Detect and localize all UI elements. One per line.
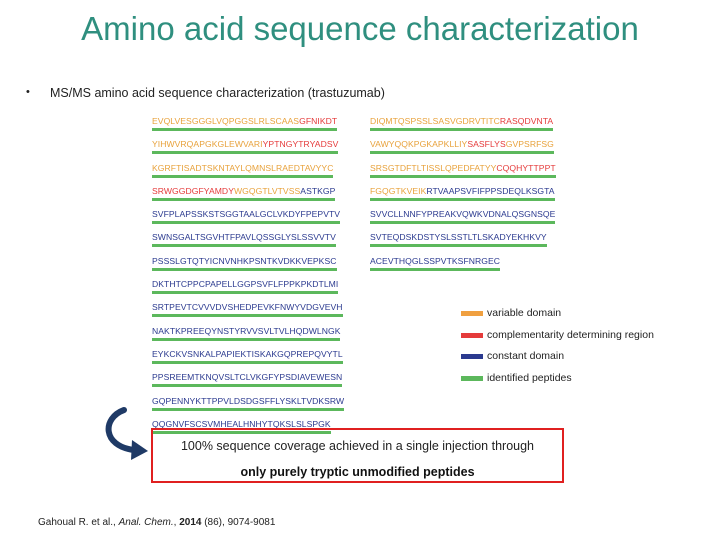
sequence-line [370,207,566,230]
legend-label: variable domain [487,307,562,319]
light-chain-sequence [370,114,566,277]
legend-swatch [461,311,483,316]
sequence-segment: SVTEQDSKDSTYSLSSTLTLSKADYEKHKVY [370,232,547,243]
sequence-segment: RASQDVNTA [499,116,554,126]
sequence-text [152,186,335,196]
sequence-segment: VAWYQQKPGKAPKLLIY [370,139,468,150]
sequence-segment: YIHWVRQAPGKGLEWVARI [152,139,263,150]
sequence-line [152,300,352,323]
bullet-text: MS/MS amino acid sequence characterization (trastuzumab) [50,86,385,100]
sequence-segment: ACEVTHQGLSSPVTKSFNRGEC [370,255,501,266]
identified-peptide-underline [152,268,337,271]
sequence-text [152,139,338,149]
sequence-line [152,184,352,207]
sequence-line [152,277,352,300]
identified-peptide-underline [152,338,340,341]
sequence-segment: SRWGGDGFYAMDY [152,185,234,196]
sequence-line [152,254,352,277]
legend-swatch [461,354,483,359]
identified-peptide-underline [370,175,556,178]
citation-authors: Gahoual R. et al., [38,517,119,528]
sequence-line [152,394,352,417]
sequence-segment: PPSREEMTKNQVSLTCLVKGFYPSDIAVEWESN [152,372,343,383]
heavy-chain-sequence [152,114,352,440]
sequence-line [152,324,352,347]
sequence-segment: SRSGTDFTLTISSLQPEDFATYY [370,162,497,173]
sequence-line [152,137,352,160]
sequence-text [370,256,500,266]
sequence-text [152,396,344,406]
sequence-segment: GQPENNYKTTPPVLDSDGSFFLYSKLTVDKSRW [152,395,345,406]
sequence-text [152,163,333,173]
citation-year: 2014 [179,517,202,528]
sequence-segment: PSSSLGTQTYICNVNHKPSNTKVDKKVEPKSC [152,255,337,266]
identified-peptide-underline [370,151,554,154]
sequence-text [152,256,337,266]
sequence-line [152,230,352,253]
citation-journal: Anal. Chem. [118,517,174,528]
sequence-line [370,184,566,207]
sequence-segment: SVFPLAPSSKSTSGGTAALGCLVKDYFPEPVTV [152,209,341,220]
identified-peptide-underline [370,128,553,131]
sequence-text [370,209,555,219]
identified-peptide-underline [370,198,555,201]
identified-peptide-underline [370,268,500,271]
identified-peptide-underline [370,244,547,247]
identified-peptide-underline [370,221,555,224]
sequence-segment: FGQGTKVEIK [370,185,427,196]
coverage-callout-box [151,428,564,483]
sequence-segment: CQQHYTTPPT [496,162,556,173]
sequence-line [152,370,352,393]
identified-peptide-underline [152,244,336,247]
sequence-text [152,372,342,382]
sequence-segment: YPTNGYTRYADSV [262,139,339,150]
sequence-segment: DIQMTQSPSSLSASVGDRVTITC [370,116,500,126]
sequence-segment: SWNSGALTSGVHTFPAVLQSSGLYSLSSVVTV [152,232,336,243]
callout-line-1: 100% sequence coverage achieved in a single injection through [180,439,535,453]
legend-label: complementarity determining region [487,328,654,341]
sequence-segment: SRTPEVTCVVVDVSHEDPEVKFNWYVDGVEVH [152,302,343,313]
identified-peptide-underline [152,221,340,224]
legend-swatch [461,376,483,381]
sequence-text [370,116,553,126]
sequence-line [152,161,352,184]
sequence-line [152,207,352,230]
citation-rest: (86), 9074-9081 [201,517,276,528]
curved-arrow-icon [98,404,154,462]
sequence-segment: GVPSRFSG [505,139,554,150]
sequence-text [152,209,340,219]
citation [38,517,275,528]
sequence-text [370,232,547,242]
sequence-segment: NAKTKPREEQYNSTYRVVSVLTVLHQDWLNGK [152,325,341,336]
sequence-segment: DKTHTCPPCPAPELLGGPSVFLFPPKPKDTLMI [152,279,339,290]
sequence-text [152,232,336,242]
legend-swatch [461,333,483,338]
identified-peptide-underline [152,291,338,294]
sequence-segment: SASFLYS [467,139,506,150]
sequence-segment: EYKCKVSNKALPAPIEKTISKAKGQPREPQVYTL [152,348,343,359]
identified-peptide-underline [152,314,343,317]
sequence-segment: RTVAAPSVFIFPPSDEQLKSGTA [426,185,555,196]
sequence-text [152,349,343,359]
sequence-text [370,163,556,173]
sequence-text [152,279,338,289]
sequence-line [152,114,352,137]
sequence-text [152,326,340,336]
sequence-line [370,114,566,137]
sequence-segment: KGRFTISADTSKNTAYLQMNSLRAEDTAVYYC [152,162,334,173]
sequence-segment: QQGNVFSCSVMHEALHNHYTQKSLSLSPGK [152,418,331,429]
sequence-line [152,347,352,370]
sequence-text [370,139,554,149]
identified-peptide-underline [152,175,333,178]
legend-label: identified peptides [487,371,572,384]
sequence-segment: SVVCLLNNFYPREAKVQWKVDNALQSGNSQE [370,209,556,220]
sequence-text [152,116,337,126]
sequence-text [370,186,555,196]
sequence-segment: EVQLVESGGGLVQPGGSLRLSCAAS [152,116,300,126]
citation-sep: , [173,517,180,528]
slide-title: Amino acid sequence characterization [81,10,639,47]
sequence-line [370,137,566,160]
identified-peptide-underline [152,384,342,387]
identified-peptide-underline [152,198,335,201]
legend-label: constant domain [487,350,565,362]
identified-peptide-underline [152,361,343,364]
sequence-line [370,254,566,277]
sequence-line [370,161,566,184]
sequence-segment: ASTKGP [300,185,336,196]
sequence-line [370,230,566,253]
identified-peptide-underline [152,151,338,154]
sequence-segment: WGQGTLVTVSS [233,185,301,196]
sequence-segment: GFNIKDT [299,116,338,126]
bullet-marker: • [26,86,30,98]
callout-line-2: only purely tryptic unmodified peptides [240,465,475,479]
sequence-text [152,302,343,312]
identified-peptide-underline [152,128,337,131]
identified-peptide-underline [152,408,344,411]
